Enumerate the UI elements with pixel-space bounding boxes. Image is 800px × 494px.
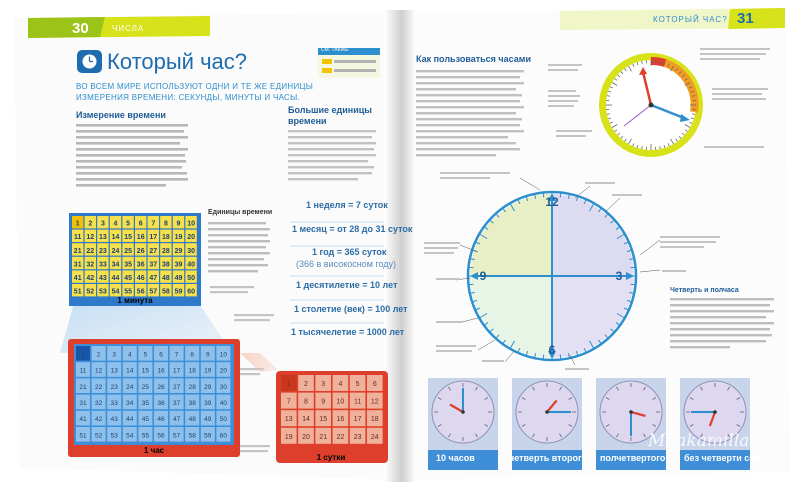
hour-cell-number: 41: [79, 416, 87, 424]
minute-cell-number: 18: [162, 234, 170, 242]
hour-cell-number: 28: [188, 383, 196, 391]
minute-cell-number: 30: [187, 247, 195, 255]
hour-cell-number: 36: [157, 400, 165, 407]
minute-cell-number: 16: [136, 234, 145, 242]
minute-cell-number: 12: [86, 234, 95, 242]
minute-cell-number: 20: [187, 234, 195, 242]
hour-cell-number: 50: [219, 416, 228, 424]
hour-cell-number: 53: [110, 432, 118, 440]
book-spine: [384, 10, 416, 482]
hour-cell-number: 24: [126, 383, 134, 391]
equation-millennium: 1 тысячелетие = 1000 лет: [291, 327, 405, 337]
hour-cell-number: 58: [188, 432, 196, 440]
minute-cell-number: 26: [136, 247, 145, 255]
hour-cell-number: 34: [126, 400, 134, 407]
minute-cell-number: 21: [73, 247, 82, 255]
minute-cell-number: 38: [162, 261, 170, 269]
minute-cell-number: 46: [136, 275, 145, 282]
minute-cell-number: 56: [136, 288, 145, 296]
minute-cell-number: 39: [174, 261, 183, 269]
clock-number-12: 12: [545, 195, 559, 209]
hour-cell-number: 60: [219, 432, 228, 440]
hour-cell-number: 10: [219, 351, 228, 359]
minute-cell-number: 10: [187, 220, 195, 228]
hour-cell-number: 23: [110, 383, 118, 391]
left-section-name: ЧИСЛА: [112, 24, 145, 33]
day-cell-number: 2: [304, 381, 308, 388]
hour-cell-number: 3: [112, 351, 117, 359]
right-section-name: КОТОРЫЙ ЧАС?: [653, 15, 728, 24]
hour-cell-number: 47: [172, 416, 181, 424]
day-cell-number: 3: [321, 381, 326, 388]
heading-big-units-2: времени: [288, 116, 327, 126]
minute-cell-number: 32: [86, 261, 95, 269]
hour-cell-number: 52: [94, 432, 103, 440]
minute-cell-number: 51: [73, 288, 82, 296]
hour-cell-number: 59: [204, 432, 212, 440]
clock-number-6: 6: [548, 343, 556, 357]
hour-cell-number: 25: [141, 383, 150, 391]
hour-bar-label: 1 час: [143, 446, 165, 455]
minute-cell-number: 1: [75, 220, 80, 228]
hour-cell-number: 11: [79, 367, 87, 375]
minute-cell-number: 53: [99, 288, 107, 296]
minute-cell-number: 59: [174, 288, 183, 296]
day-cell-number: 1: [286, 381, 291, 388]
hour-cell-number: 8: [190, 351, 195, 359]
minute-cell-number: 58: [162, 288, 170, 296]
minute-cell-number: 42: [86, 275, 95, 282]
hour-cell-number: 57: [172, 432, 181, 440]
hour-cell-number: 16: [157, 367, 165, 375]
watermark: Milakamilla: [648, 431, 750, 451]
day-cell-number: 9: [321, 398, 326, 406]
hour-cell-number: 19: [204, 367, 212, 375]
hour-cell-number: 13: [110, 367, 118, 375]
day-cell-number: 17: [353, 416, 362, 424]
minute-cell-number: 2: [88, 220, 93, 228]
minute-cell-number: 17: [149, 234, 158, 242]
clock-number-9: 9: [479, 269, 487, 283]
minute-cell-number: 35: [124, 261, 132, 269]
minute-cell-number: 25: [124, 247, 132, 255]
hour-cell-number: 7: [174, 351, 179, 359]
hour-cell-number: 30: [219, 383, 228, 391]
equation-year: 1 год = 365 суток: [312, 247, 387, 257]
hour-cell-number: 31: [79, 400, 87, 407]
equation-decade: 1 десятилетие = 10 лет: [296, 280, 398, 290]
minute-cell-number: 28: [162, 247, 170, 255]
hour-cell-number: 49: [204, 416, 212, 424]
day-cell-number: 20: [302, 433, 310, 441]
page-title: Который час?: [107, 49, 248, 74]
minute-cell-number: 23: [99, 247, 107, 255]
day-cell-number: 14: [302, 416, 310, 424]
hour-cell-number: 38: [188, 400, 196, 407]
minute-cell-number: 31: [73, 261, 82, 269]
minute-cell-number: 22: [86, 247, 95, 255]
minute-cell-number: 50: [187, 275, 195, 282]
hour-cell-number: 33: [110, 400, 118, 407]
hour-cell-number: 55: [141, 432, 150, 440]
minute-cell-number: 4: [113, 220, 118, 228]
day-cell-number: 15: [319, 416, 328, 424]
minute-cell-number: 33: [99, 261, 107, 269]
hour-cell-number: 29: [204, 383, 212, 391]
minute-cell-number: 47: [149, 275, 158, 282]
minute-cell-number: 29: [174, 247, 183, 255]
hour-cell-number: 32: [94, 400, 103, 407]
hour-cell-number: 45: [141, 416, 150, 424]
minute-cell-number: 19: [174, 234, 183, 242]
hour-cell-number: 37: [172, 400, 181, 407]
minute-cell-number: 52: [86, 288, 95, 296]
day-cell-number: 11: [353, 398, 362, 406]
minute-cell-number: 6: [138, 220, 143, 228]
minute-cell-number: 11: [73, 234, 82, 242]
hour-cell-number: 6: [159, 351, 163, 359]
subtitle-line-1: ВО ВСЕМ МИРЕ ИСПОЛЬЗУЮТ ОДНИ И ТЕ ЖЕ ЕДИНИЦЫ: [76, 82, 314, 91]
body-text-quarter: [670, 298, 774, 348]
clock-number-3: 3: [615, 269, 623, 283]
hour-cell-number: 20: [219, 367, 228, 375]
minute-cell-number: 7: [151, 220, 156, 228]
minute-cell-number: 45: [124, 275, 132, 282]
caption-quarter-to-seven: без четверти семь: [684, 453, 767, 463]
body-text-big-units: [288, 130, 376, 180]
left-page-number: 30: [72, 20, 89, 37]
minute-cell-number: 57: [149, 288, 158, 296]
hour-cell-number: 35: [141, 400, 150, 407]
hour-cell-number: 56: [157, 432, 165, 440]
caption-quarter-past-one: четверть второго: [509, 453, 588, 463]
heading-quarter: Четверть и полчаса: [670, 287, 739, 294]
right-page-number: 31: [737, 10, 754, 27]
hour-cell-number: 43: [110, 416, 118, 424]
minute-cell-number: 5: [126, 220, 131, 228]
day-cell-number: 19: [284, 433, 293, 441]
hour-cell-number: 46: [157, 416, 165, 424]
hour-cell-number: 42: [94, 416, 103, 424]
minute-cell-number: 15: [124, 234, 132, 242]
subtitle-line-2: ИЗМЕРЕНИЯ ВРЕМЕНИ: СЕКУНДЫ, МИНУТЫ И ЧАСЫ.: [76, 93, 301, 102]
minute-cell-number: 3: [100, 220, 105, 228]
minute-cell-number: 13: [99, 234, 107, 242]
hour-cell-number: 12: [94, 367, 103, 375]
hour-cell-number: 48: [188, 416, 196, 424]
minute-cell-number: 54: [111, 288, 120, 296]
minute-cell-number: 9: [176, 220, 181, 228]
hour-cell-number: 4: [127, 351, 132, 359]
equation-century: 1 столетие (век) = 100 лет: [294, 304, 408, 314]
hour-cell-number: 9: [205, 351, 210, 359]
hour-cell-number: 18: [188, 367, 196, 375]
minute-cell-number: 37: [149, 261, 158, 269]
minute-cell-number: 55: [124, 288, 132, 296]
minute-cell-number: 24: [111, 247, 120, 255]
day-bar-label: 1 сутки: [316, 453, 346, 462]
heading-how-to-use: Как пользоваться часами: [416, 54, 531, 64]
day-cell-number: 8: [304, 398, 308, 406]
hour-cell-number: 21: [79, 383, 87, 391]
day-cell-number: 12: [370, 398, 379, 406]
minute-cell-number: 48: [162, 275, 170, 282]
units-heading: Единицы времени: [208, 209, 273, 216]
body-text-units-note: [208, 222, 270, 272]
minute-cell-number: 44: [111, 275, 120, 282]
hour-cell-number: 40: [219, 400, 228, 407]
hour-cell-number: 17: [172, 367, 181, 375]
equation-week: 1 неделя = 7 суток: [306, 200, 388, 210]
day-cell-number: 13: [284, 416, 293, 424]
equation-leap-year: (366 в високосном году): [296, 259, 397, 269]
day-cell-number: 21: [319, 433, 328, 441]
minute-cell-number: 36: [136, 261, 145, 269]
hour-cell-number: 51: [79, 432, 87, 440]
see-also-label: СМ. ТАКЖЕ: [321, 47, 349, 53]
hour-cell-number: 44: [126, 416, 134, 424]
day-cell-number: 24: [370, 433, 379, 441]
day-cell-number: 23: [353, 433, 362, 441]
hour-cell-number: 26: [157, 383, 165, 391]
hour-cell-number: 14: [126, 367, 134, 375]
hour-cell-number: 1: [81, 351, 85, 359]
hour-cell-number: 5: [143, 351, 148, 359]
hour-cell-number: 22: [94, 383, 103, 391]
day-cell-number: 5: [355, 381, 360, 388]
minute-cell-number: 49: [174, 275, 183, 282]
minute-cell-number: 43: [99, 275, 107, 282]
hour-cell-number: 15: [141, 367, 150, 375]
minute-cell-number: 40: [187, 261, 195, 269]
hour-cell-number: 39: [204, 400, 212, 407]
minute-cell-number: 27: [149, 247, 158, 255]
day-cell-number: 6: [372, 381, 377, 388]
hour-cell-number: 2: [96, 351, 101, 359]
day-cell-number: 7: [286, 398, 291, 406]
day-cell-number: 18: [370, 416, 379, 424]
caption-ten-oclock: 10 часов: [436, 453, 475, 463]
day-cell-number: 4: [338, 381, 343, 388]
heading-big-units-1: Большие единицы: [288, 105, 372, 115]
heading-measurement: Измерение времени: [76, 110, 166, 120]
minute-cell-number: 34: [111, 261, 120, 269]
minute-bar-label: 1 минута: [117, 296, 153, 305]
minute-cell-number: 8: [163, 220, 168, 228]
hour-cell-number: 54: [126, 432, 134, 440]
body-text-how: [416, 70, 524, 156]
equation-month: 1 месяц = от 28 до 31 суток: [292, 224, 413, 234]
day-cell-number: 22: [336, 433, 345, 441]
day-cell-number: 10: [336, 398, 345, 406]
hour-cell-number: 27: [172, 383, 181, 391]
caption-half-past-three: полчетвертого: [600, 453, 666, 463]
minute-cell-number: 14: [111, 234, 120, 242]
minute-cell-number: 60: [187, 288, 195, 296]
minute-cell-number: 41: [73, 275, 82, 282]
day-cell-number: 16: [336, 416, 345, 424]
